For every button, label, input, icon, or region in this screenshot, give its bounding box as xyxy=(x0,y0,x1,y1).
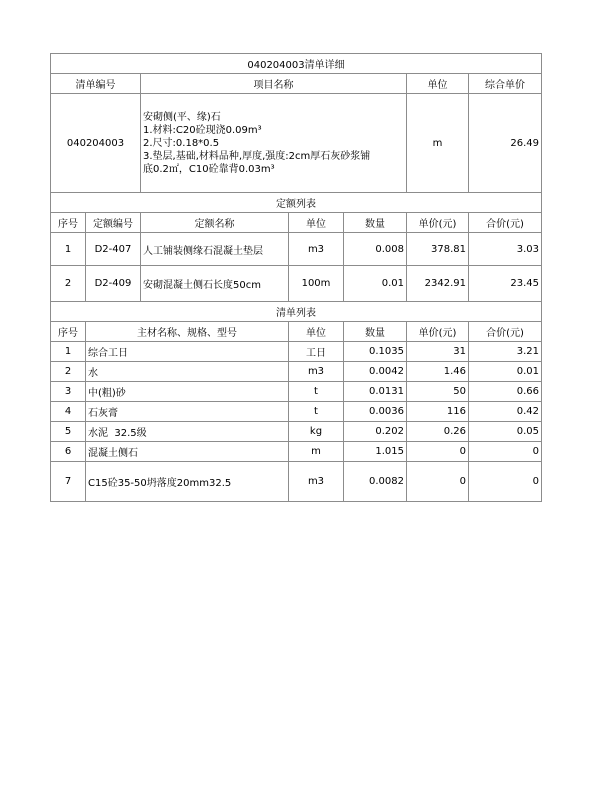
bill-unit-header: 单位 xyxy=(407,74,469,94)
bill-row xyxy=(51,94,542,193)
quota-total: 3.03 xyxy=(469,233,542,266)
material-seq: 6 xyxy=(51,442,86,462)
material-row xyxy=(51,442,542,462)
desc-line: 1.材料:C20砼现浇0.09m³ xyxy=(143,124,262,136)
material-qty: 0.0042 xyxy=(344,362,407,382)
material-seq: 3 xyxy=(51,382,86,402)
quota-price: 2342.91 xyxy=(407,266,469,302)
material-unit: m3 xyxy=(289,462,344,502)
material-total: 3.21 xyxy=(469,342,542,362)
material-seq: 5 xyxy=(51,422,86,442)
material-qty: 0.1035 xyxy=(344,342,407,362)
quota-header-qty: 数量 xyxy=(344,213,407,233)
quota-header-unit: 单位 xyxy=(289,213,344,233)
quota-row xyxy=(51,266,542,302)
quota-name: 安砌混凝土侧石长度50cm xyxy=(141,266,289,302)
quota-section-title-row xyxy=(51,193,542,213)
material-total: 0.05 xyxy=(469,422,542,442)
bill-detail-table xyxy=(50,53,542,502)
bill-name-header: 项目名称 xyxy=(141,74,407,94)
quota-qty: 0.008 xyxy=(344,233,407,266)
material-header-row xyxy=(51,322,542,342)
material-row xyxy=(51,382,542,402)
material-unit: t xyxy=(289,402,344,422)
material-price: 0 xyxy=(407,442,469,462)
bill-price: 26.49 xyxy=(469,94,542,193)
material-total: 0.42 xyxy=(469,402,542,422)
material-price: 116 xyxy=(407,402,469,422)
material-seq: 1 xyxy=(51,342,86,362)
material-name: 石灰膏 xyxy=(86,402,289,422)
material-header-seq: 序号 xyxy=(51,322,86,342)
material-total: 0 xyxy=(469,462,542,502)
material-row xyxy=(51,362,542,382)
sheet-title: 040204003清单详细 xyxy=(51,54,542,74)
material-section-title-row xyxy=(51,302,542,322)
material-price: 0.26 xyxy=(407,422,469,442)
desc-line: 3.垫层,基础,材料品种,厚度,强度:2cm厚石灰砂浆铺 xyxy=(143,150,371,162)
material-seq: 7 xyxy=(51,462,86,502)
material-seq: 4 xyxy=(51,402,86,422)
material-header-price: 单价(元) xyxy=(407,322,469,342)
material-name: 混凝土侧石 xyxy=(86,442,289,462)
bill-price-header: 综合单价 xyxy=(469,74,542,94)
quota-total: 23.45 xyxy=(469,266,542,302)
material-unit: m3 xyxy=(289,362,344,382)
material-row xyxy=(51,342,542,362)
material-price: 0 xyxy=(407,462,469,502)
quota-code: D2-409 xyxy=(86,266,141,302)
material-header-qty: 数量 xyxy=(344,322,407,342)
material-total: 0.01 xyxy=(469,362,542,382)
quota-name: 人工铺装侧缘石混凝土垫层 xyxy=(141,233,289,266)
quota-section-title: 定额列表 xyxy=(51,193,542,213)
quota-header-row xyxy=(51,213,542,233)
bill-unit: m xyxy=(407,94,469,193)
material-qty: 0.0131 xyxy=(344,382,407,402)
quota-qty: 0.01 xyxy=(344,266,407,302)
material-row xyxy=(51,462,542,502)
material-total: 0 xyxy=(469,442,542,462)
quota-header-seq: 序号 xyxy=(51,213,86,233)
material-unit: t xyxy=(289,382,344,402)
material-header-total: 合价(元) xyxy=(469,322,542,342)
material-unit: 工日 xyxy=(289,342,344,362)
bill-description xyxy=(141,94,407,193)
bill-header-row xyxy=(51,74,542,94)
quota-unit: m3 xyxy=(289,233,344,266)
material-header-name: 主材名称、规格、型号 xyxy=(86,322,289,342)
quota-header-price: 单价(元) xyxy=(407,213,469,233)
quota-price: 378.81 xyxy=(407,233,469,266)
bill-code: 040204003 xyxy=(51,94,141,193)
material-name: 综合工日 xyxy=(86,342,289,362)
material-qty: 1.015 xyxy=(344,442,407,462)
material-row xyxy=(51,402,542,422)
desc-line: 底0.2㎡，C10砼靠背0.03m³ xyxy=(143,163,275,175)
material-price: 1.46 xyxy=(407,362,469,382)
material-qty: 0.0082 xyxy=(344,462,407,502)
material-unit: kg xyxy=(289,422,344,442)
quota-unit: 100m xyxy=(289,266,344,302)
quota-seq: 1 xyxy=(51,233,86,266)
material-name: 水 xyxy=(86,362,289,382)
material-row xyxy=(51,422,542,442)
material-name: 水泥 32.5级 xyxy=(86,422,289,442)
desc-line: 2.尺寸:0.18*0.5 xyxy=(143,137,220,149)
desc-line: 安砌侧(平、缘)石 xyxy=(143,111,221,123)
material-qty: 0.202 xyxy=(344,422,407,442)
material-name: 中(粗)砂 xyxy=(86,382,289,402)
quota-header-total: 合价(元) xyxy=(469,213,542,233)
material-unit: m xyxy=(289,442,344,462)
material-price: 50 xyxy=(407,382,469,402)
material-qty: 0.0036 xyxy=(344,402,407,422)
material-seq: 2 xyxy=(51,362,86,382)
quota-header-code: 定额编号 xyxy=(86,213,141,233)
bill-code-header: 清单编号 xyxy=(51,74,141,94)
quota-seq: 2 xyxy=(51,266,86,302)
quota-code: D2-407 xyxy=(86,233,141,266)
quota-header-name: 定额名称 xyxy=(141,213,289,233)
material-name: C15砼35-50坍落度20mm32.5 xyxy=(86,462,289,502)
material-total: 0.66 xyxy=(469,382,542,402)
title-row xyxy=(51,54,542,74)
quota-row xyxy=(51,233,542,266)
material-price: 31 xyxy=(407,342,469,362)
material-section-title: 清单列表 xyxy=(51,302,542,322)
material-header-unit: 单位 xyxy=(289,322,344,342)
